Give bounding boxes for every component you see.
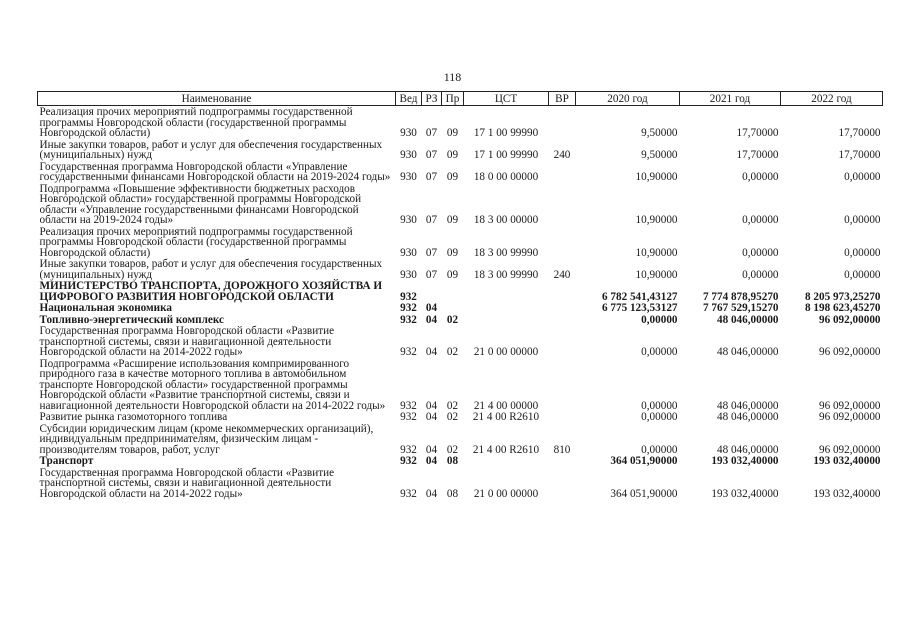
- row-2022: 96 092,00000: [818, 443, 881, 456]
- row-pr: [442, 280, 464, 302]
- table-row: [38, 258, 883, 280]
- row-vr: [549, 411, 576, 423]
- table-row: [38, 302, 883, 314]
- row-cst: 21 0 00 00000: [473, 487, 539, 500]
- row-cst: 17 1 00 99990: [473, 127, 539, 139]
- row-2022: 0,00000: [844, 246, 881, 259]
- row-cst: 18 3 00 99990: [473, 246, 539, 259]
- row-vr: [549, 183, 576, 226]
- row-2020: 0,00000: [641, 399, 678, 412]
- row-cst: [464, 455, 549, 467]
- row-rz: 07: [425, 214, 438, 226]
- row-pr: 08: [446, 487, 459, 500]
- row-vr: [549, 325, 576, 358]
- row-vr: [549, 302, 576, 314]
- row-2021: 48 046,00000: [716, 313, 779, 326]
- header-2021: 2021 год: [680, 92, 781, 106]
- row-2021: 193 032,40000: [711, 455, 779, 467]
- row-2021: 48 046,00000: [716, 443, 779, 456]
- row-ved: 932: [400, 313, 417, 326]
- row-2022: 0,00000: [844, 214, 881, 226]
- row-2020: 364 051,90000: [610, 455, 678, 467]
- row-pr: 02: [446, 411, 459, 423]
- row-pr: 02: [446, 399, 459, 412]
- row-vr: 810: [553, 443, 571, 456]
- row-vr: [549, 280, 576, 302]
- table-row: [38, 423, 883, 456]
- row-name: Государственная программа Новгородской области «Развитие транспортной системы, связи и навигационной деятельности Новгородской области на 2014-2022 годы»: [39, 466, 335, 500]
- row-rz: 04: [425, 399, 438, 412]
- row-cst: 18 3 00 99990: [473, 268, 539, 281]
- row-2022: 96 092,00000: [818, 313, 881, 326]
- row-name: Иные закупки товаров, работ и услуг для обеспечения государственных (муниципальных) нужд: [39, 258, 383, 281]
- header-vr: ВР: [549, 92, 576, 106]
- table-row: [38, 411, 883, 423]
- row-vr: [549, 226, 576, 259]
- row-rz: 07: [425, 127, 438, 139]
- row-2021: 0,00000: [742, 214, 779, 226]
- header-cst: ЦСТ: [464, 92, 549, 106]
- row-2021: 48 046,00000: [716, 399, 779, 412]
- row-ved: 932: [400, 302, 417, 314]
- row-name: Подпрограмма «Повышение эффективности бюджетных расходов Новгородской области» государственной программы Новгородской области «Управление государственными финансами Новгородской области на 2019-2024 годы»: [39, 182, 362, 226]
- table-row: [38, 467, 883, 500]
- row-rz: 07: [425, 171, 438, 183]
- row-2022: 96 092,00000: [818, 346, 881, 358]
- row-vr: [549, 467, 576, 500]
- row-rz: 04: [425, 411, 438, 423]
- row-2021: 0,00000: [742, 268, 779, 281]
- table-row: [38, 455, 883, 467]
- row-2022: 8 198 623,45270: [804, 302, 881, 314]
- row-cst: 18 0 00 00000: [473, 171, 539, 183]
- row-ved: 932: [400, 487, 417, 500]
- row-name: Транспорт: [39, 455, 94, 467]
- row-ved: 930: [400, 246, 417, 259]
- row-cst: 21 0 00 00000: [473, 346, 539, 358]
- row-2022: 17,70000: [838, 149, 881, 161]
- row-ved: 930: [400, 214, 417, 226]
- row-2022: 193 032,40000: [813, 487, 881, 500]
- row-pr: 02: [446, 443, 459, 456]
- row-ved: 932: [400, 290, 417, 303]
- row-cst: 21 4 00 R2610: [472, 443, 540, 456]
- row-2020: 9,50000: [641, 149, 678, 161]
- row-ved: 932: [400, 443, 417, 456]
- row-vr: [549, 358, 576, 412]
- row-pr: 02: [446, 346, 459, 358]
- row-2020: 0,00000: [641, 443, 678, 456]
- row-2021: 48 046,00000: [716, 411, 779, 423]
- table-body: [38, 106, 883, 500]
- row-2021: 193 032,40000: [711, 487, 779, 500]
- row-cst: [464, 314, 549, 326]
- table-row: [38, 314, 883, 326]
- row-cst: 21 4 00 R2610: [472, 411, 540, 423]
- row-name: Реализация прочих мероприятий подпрограммы государственной программы Новгородской области (государственной программы Новгородской области): [39, 106, 353, 139]
- row-cst: 18 3 00 00000: [473, 214, 539, 226]
- row-2021: 0,00000: [742, 246, 779, 259]
- row-cst: [464, 280, 549, 302]
- row-name: МИНИСТЕРСТВО ТРАНСПОРТА, ДОРОЖНОГО ХОЗЯЙСТВА И ЦИФРОВОГО РАЗВИТИЯ НОВГОРОДСКОЙ ОБЛАСТИ: [39, 280, 383, 303]
- row-rz: 04: [425, 455, 438, 467]
- row-2020: 10,90000: [635, 214, 678, 226]
- table-row: [38, 358, 883, 412]
- table-row: [38, 226, 883, 259]
- row-vr: [549, 161, 576, 183]
- row-name: Государственная программа Новгородской области «Развитие транспортной системы, связи и навигационной деятельности Новгородской области на 2014-2022 годы»: [39, 325, 335, 358]
- row-rz: 07: [425, 268, 438, 281]
- row-name: Иные закупки товаров, работ и услуг для обеспечения государственных (муниципальных) нужд: [39, 138, 383, 161]
- row-2021: 48 046,00000: [716, 346, 779, 358]
- header-2022: 2022 год: [781, 92, 883, 106]
- row-pr: 09: [446, 246, 459, 259]
- row-name: Развитие рынка газомоторного топлива: [39, 411, 228, 423]
- row-2020: 10,90000: [635, 268, 678, 281]
- row-2022: 96 092,00000: [818, 411, 881, 423]
- row-pr: 09: [446, 127, 459, 139]
- table-header-row: [38, 92, 883, 106]
- row-name: Субсидии юридическим лицам (кроме некоммерческих организаций), индивидуальным предпринимателям, физическим лицам - производителям товаров, работ, услуг: [39, 422, 374, 456]
- header-pr: Пр: [442, 92, 464, 106]
- row-pr: 08: [446, 455, 459, 467]
- row-2020: 364 051,90000: [610, 487, 678, 500]
- row-2021: 17,70000: [736, 149, 779, 161]
- row-name: Государственная программа Новгородской области «Управление государственными финансами Новгородской области на 2019-2024 годы»: [39, 160, 391, 183]
- page-number: 118: [443, 70, 462, 84]
- table-row: [38, 161, 883, 183]
- row-cst: 21 4 00 00000: [473, 399, 539, 412]
- row-pr: [442, 302, 464, 314]
- row-name: Реализация прочих мероприятий подпрограммы государственной программы Новгородской области (государственной программы Новгородской области): [39, 225, 353, 259]
- row-rz: 04: [425, 443, 438, 456]
- row-cst: [464, 302, 549, 314]
- row-vr: 240: [553, 149, 571, 161]
- row-vr: [549, 314, 576, 326]
- row-ved: 932: [400, 399, 417, 412]
- row-vr: [549, 455, 576, 467]
- row-pr: 09: [446, 171, 459, 183]
- header-rz: РЗ: [422, 92, 442, 106]
- row-ved: 930: [400, 171, 417, 183]
- row-2020: 10,90000: [635, 246, 678, 259]
- header-2020: 2020 год: [576, 92, 680, 106]
- row-2021: 7 774 878,95270: [702, 290, 779, 303]
- budget-table: [37, 91, 883, 499]
- row-ved: 930: [400, 149, 417, 161]
- row-2022: 193 032,40000: [813, 455, 881, 467]
- row-2021: 7 767 529,15270: [702, 302, 779, 314]
- row-2021: 0,00000: [742, 171, 779, 183]
- table-row: [38, 325, 883, 358]
- row-2022: 17,70000: [838, 127, 881, 139]
- row-ved: 932: [400, 455, 417, 467]
- row-rz: 04: [425, 302, 438, 314]
- row-rz: 07: [425, 246, 438, 259]
- row-2020: 6 782 541,43127: [601, 290, 678, 303]
- row-2020: 10,90000: [635, 171, 678, 183]
- row-2020: 0,00000: [641, 411, 678, 423]
- row-2022: 96 092,00000: [818, 399, 881, 412]
- row-2020: 0,00000: [641, 346, 678, 358]
- table-row: [38, 280, 883, 302]
- row-rz: 07: [425, 149, 438, 161]
- row-2022: 0,00000: [844, 268, 881, 281]
- header-name: Наименование: [38, 92, 396, 106]
- table-row: [38, 106, 883, 139]
- row-ved: 930: [400, 268, 417, 281]
- row-ved: 932: [400, 411, 417, 423]
- row-pr: 09: [446, 214, 459, 226]
- row-pr: 09: [446, 268, 459, 281]
- row-name: Топливно-энергетический комплекс: [39, 313, 224, 326]
- table-row: [38, 183, 883, 226]
- header-ved: Вед: [396, 92, 422, 106]
- row-ved: 930: [400, 127, 417, 139]
- row-rz: 04: [425, 487, 438, 500]
- row-vr: 240: [553, 268, 571, 281]
- row-name: Национальная экономика: [39, 302, 172, 314]
- row-2022: 0,00000: [844, 171, 881, 183]
- row-2020: 0,00000: [641, 313, 678, 326]
- row-ved: 932: [400, 346, 417, 358]
- row-rz: 04: [425, 346, 438, 358]
- row-rz: 04: [425, 313, 438, 326]
- row-2020: 9,50000: [641, 127, 678, 139]
- row-2021: 17,70000: [736, 127, 779, 139]
- row-pr: 02: [446, 313, 459, 326]
- row-pr: 09: [446, 149, 459, 161]
- row-2020: 6 775 123,53127: [601, 302, 678, 314]
- table-row: [38, 139, 883, 161]
- row-2022: 8 205 973,25270: [804, 290, 881, 303]
- row-cst: 17 1 00 99990: [473, 149, 539, 161]
- row-name: Подпрограмма «Расширение использования компримированного природного газа в качестве моторного топлива в автомобильном транспорте Новгородской области» государственной программы Новгородской области «Развитие транспортной системы, связи и навигационной деятельности Новгородской области на 2014-2022 годы»: [39, 357, 386, 412]
- row-rz: [422, 280, 442, 302]
- row-vr: [549, 106, 576, 139]
